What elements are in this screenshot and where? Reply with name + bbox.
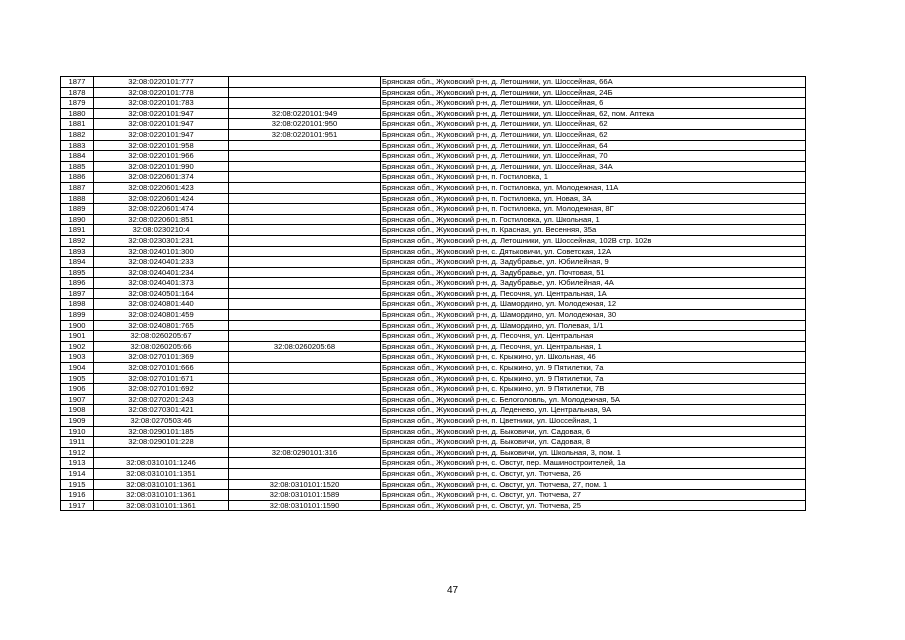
table-row	[61, 458, 806, 469]
row-number-cell: 1916	[61, 490, 94, 501]
row-number-cell: 1886	[61, 172, 94, 183]
cadastral-number-cell: 32:08:0220601:423	[94, 182, 229, 193]
address-cell: Брянская обл., Жуковский р-н, д. Летошники, ул. Шоссейная, 6	[381, 98, 806, 109]
address-cell: Брянская обл., Жуковский р-н, с. Крыжино, ул. 9 Пятилетки, 7В	[381, 384, 806, 395]
address-cell: Брянская обл., Жуковский р-н, с. Овстуг, ул. Тютчева, 27, пом. 1	[381, 479, 806, 490]
premises-cadastral-number-cell	[229, 204, 381, 215]
row-number-cell: 1894	[61, 257, 94, 268]
premises-cadastral-number-cell	[229, 437, 381, 448]
address-cell: Брянская обл., Жуковский р-н, д. Песочня, ул. Центральная, 1	[381, 341, 806, 352]
row-number-cell: 1897	[61, 288, 94, 299]
table-row	[61, 299, 806, 310]
table-row	[61, 182, 806, 193]
premises-cadastral-number-cell	[229, 172, 381, 183]
table-row	[61, 257, 806, 268]
address-cell: Брянская обл., Жуковский р-н, д. Летошники, ул. Шоссейная, 62	[381, 119, 806, 130]
row-number-cell: 1890	[61, 214, 94, 225]
address-cell: Брянская обл., Жуковский р-н, д. Задубравье, ул. Юбилейная, 4А	[381, 278, 806, 289]
table-row	[61, 235, 806, 246]
cadastral-number-cell: 32:08:0290101:185	[94, 426, 229, 437]
row-number-cell: 1880	[61, 108, 94, 119]
cadastral-number-cell: 32:08:0240801:459	[94, 310, 229, 321]
row-number-cell: 1909	[61, 416, 94, 427]
address-cell: Брянская обл., Жуковский р-н, п. Гостиловка, 1	[381, 172, 806, 183]
table-row	[61, 151, 806, 162]
address-cell: Брянская обл., Жуковский р-н, д. Летошники, ул. Шоссейная, 24Б	[381, 87, 806, 98]
table-row	[61, 214, 806, 225]
table-row	[61, 394, 806, 405]
table-row	[61, 278, 806, 289]
table-row	[61, 384, 806, 395]
premises-cadastral-number-cell	[229, 235, 381, 246]
premises-cadastral-number-cell	[229, 320, 381, 331]
cadastral-number-cell: 32:08:0220101:990	[94, 161, 229, 172]
table-row	[61, 288, 806, 299]
table-row	[61, 267, 806, 278]
cadastral-number-cell: 32:08:0240801:765	[94, 320, 229, 331]
table-row	[61, 341, 806, 352]
premises-cadastral-number-cell	[229, 416, 381, 427]
cadastral-number-cell: 32:08:0220601:374	[94, 172, 229, 183]
premises-cadastral-number-cell	[229, 426, 381, 437]
premises-cadastral-number-cell	[229, 468, 381, 479]
cadastral-number-cell: 32:08:0240101:300	[94, 246, 229, 257]
cadastral-number-cell: 32:08:0220101:783	[94, 98, 229, 109]
premises-cadastral-number-cell	[229, 182, 381, 193]
cadastral-number-cell: 32:08:0220601:851	[94, 214, 229, 225]
cadastral-number-cell	[94, 447, 229, 458]
row-number-cell: 1877	[61, 77, 94, 88]
premises-cadastral-number-cell	[229, 394, 381, 405]
premises-cadastral-number-cell	[229, 405, 381, 416]
cadastral-number-cell: 32:08:0310101:1246	[94, 458, 229, 469]
premises-cadastral-number-cell	[229, 151, 381, 162]
address-cell: Брянская обл., Жуковский р-н, д. Летошники, ул. Шоссейная, 34А	[381, 161, 806, 172]
address-cell: Брянская обл., Жуковский р-н, с. Дятьковичи, ул. Советская, 12А	[381, 246, 806, 257]
table-row	[61, 204, 806, 215]
premises-cadastral-number-cell	[229, 87, 381, 98]
cadastral-number-cell: 32:08:0270301:421	[94, 405, 229, 416]
premises-cadastral-number-cell	[229, 458, 381, 469]
address-cell: Брянская обл., Жуковский р-н, д. Быковичи, ул. Садовая, 8	[381, 437, 806, 448]
premises-cadastral-number-cell: 32:08:0290101:316	[229, 447, 381, 458]
row-number-cell: 1887	[61, 182, 94, 193]
address-cell: Брянская обл., Жуковский р-н, д. Летошники, ул. Шоссейная, 70	[381, 151, 806, 162]
table-row	[61, 447, 806, 458]
table-row	[61, 161, 806, 172]
cadastral-number-cell: 32:08:0270101:671	[94, 373, 229, 384]
address-cell: Брянская обл., Жуковский р-н, д. Летошники, ул. Шоссейная, 64	[381, 140, 806, 151]
page-number: 47	[446, 585, 459, 596]
row-number-cell: 1915	[61, 479, 94, 490]
row-number-cell: 1917	[61, 500, 94, 511]
table-row	[61, 246, 806, 257]
table-row	[61, 500, 806, 511]
premises-cadastral-number-cell	[229, 331, 381, 342]
premises-cadastral-number-cell	[229, 373, 381, 384]
address-cell: Брянская обл., Жуковский р-н, п. Гостиловка, ул. Школьная, 1	[381, 214, 806, 225]
cadastral-number-cell: 32:08:0220101:947	[94, 108, 229, 119]
premises-cadastral-number-cell	[229, 214, 381, 225]
cadastral-number-cell: 32:08:0220101:947	[94, 119, 229, 130]
cadastral-number-cell: 32:08:0230301:231	[94, 235, 229, 246]
premises-cadastral-number-cell	[229, 140, 381, 151]
cadastral-number-cell: 32:08:0220101:947	[94, 129, 229, 140]
table-row	[61, 363, 806, 374]
table-row	[61, 119, 806, 130]
row-number-cell: 1900	[61, 320, 94, 331]
property-table-body	[61, 77, 806, 511]
premises-cadastral-number-cell: 32:08:0310101:1590	[229, 500, 381, 511]
address-cell: Брянская обл., Жуковский р-н, д. Летошники, ул. Шоссейная, 62, пом. Аптека	[381, 108, 806, 119]
address-cell: Брянская обл., Жуковский р-н, с. Крыжино, ул. 9 Пятилетки, 7а	[381, 363, 806, 374]
table-row	[61, 373, 806, 384]
address-cell: Брянская обл., Жуковский р-н, с. Овстуг, ул. Тютчева, 25	[381, 500, 806, 511]
cadastral-number-cell: 32:08:0270101:369	[94, 352, 229, 363]
cadastral-number-cell: 32:08:0220101:777	[94, 77, 229, 88]
table-row	[61, 490, 806, 501]
row-number-cell: 1888	[61, 193, 94, 204]
address-cell: Брянская обл., Жуковский р-н, п. Гостиловка, ул. Молодежная, 11А	[381, 182, 806, 193]
row-number-cell: 1899	[61, 310, 94, 321]
premises-cadastral-number-cell: 32:08:0220101:951	[229, 129, 381, 140]
premises-cadastral-number-cell	[229, 98, 381, 109]
row-number-cell: 1910	[61, 426, 94, 437]
premises-cadastral-number-cell	[229, 193, 381, 204]
row-number-cell: 1883	[61, 140, 94, 151]
address-cell: Брянская обл., Жуковский р-н, д. Летошники, ул. Шоссейная, 102В стр. 102в	[381, 235, 806, 246]
premises-cadastral-number-cell: 32:08:0220101:949	[229, 108, 381, 119]
premises-cadastral-number-cell: 32:08:0310101:1589	[229, 490, 381, 501]
table-row	[61, 320, 806, 331]
address-cell: Брянская обл., Жуковский р-н, п. Цветники, ул. Шоссейная, 1	[381, 416, 806, 427]
premises-cadastral-number-cell	[229, 267, 381, 278]
table-row	[61, 331, 806, 342]
row-number-cell: 1879	[61, 98, 94, 109]
premises-cadastral-number-cell	[229, 225, 381, 236]
address-cell: Брянская обл., Жуковский р-н, с. Крыжино, ул. 9 Пятилетки, 7а	[381, 373, 806, 384]
address-cell: Брянская обл., Жуковский р-н, д. Песочня, ул. Центральная	[381, 331, 806, 342]
cadastral-number-cell: 32:08:0220101:958	[94, 140, 229, 151]
address-cell: Брянская обл., Жуковский р-н, д. Шамордино, ул. Молодежная, 30	[381, 310, 806, 321]
cadastral-number-cell: 32:08:0270101:692	[94, 384, 229, 395]
address-cell: Брянская обл., Жуковский р-н, д. Летошники, ул. Шоссейная, 66А	[381, 77, 806, 88]
address-cell: Брянская обл., Жуковский р-н, п. Красная, ул. Весенняя, 35а	[381, 225, 806, 236]
cadastral-number-cell: 32:08:0310101:1361	[94, 500, 229, 511]
premises-cadastral-number-cell: 32:08:0310101:1520	[229, 479, 381, 490]
address-cell: Брянская обл., Жуковский р-н, д. Летошники, ул. Шоссейная, 62	[381, 129, 806, 140]
cadastral-number-cell: 32:08:0240501:164	[94, 288, 229, 299]
table-row	[61, 193, 806, 204]
table-row	[61, 77, 806, 88]
row-number-cell: 1907	[61, 394, 94, 405]
row-number-cell: 1914	[61, 468, 94, 479]
premises-cadastral-number-cell: 32:08:0260205:68	[229, 341, 381, 352]
row-number-cell: 1912	[61, 447, 94, 458]
premises-cadastral-number-cell	[229, 77, 381, 88]
premises-cadastral-number-cell	[229, 257, 381, 268]
row-number-cell: 1898	[61, 299, 94, 310]
row-number-cell: 1906	[61, 384, 94, 395]
cadastral-number-cell: 32:08:0270503:46	[94, 416, 229, 427]
table-row	[61, 437, 806, 448]
row-number-cell: 1902	[61, 341, 94, 352]
row-number-cell: 1892	[61, 235, 94, 246]
cadastral-number-cell: 32:08:0260205:66	[94, 341, 229, 352]
table-row	[61, 129, 806, 140]
table-row	[61, 405, 806, 416]
cadastral-number-cell: 32:08:0270201:243	[94, 394, 229, 405]
row-number-cell: 1895	[61, 267, 94, 278]
table-row	[61, 172, 806, 183]
row-number-cell: 1882	[61, 129, 94, 140]
address-cell: Брянская обл., Жуковский р-н, д. Быковичи, ул. Школьная, 3, пом. 1	[381, 447, 806, 458]
cadastral-number-cell: 32:08:0290101:228	[94, 437, 229, 448]
premises-cadastral-number-cell	[229, 352, 381, 363]
row-number-cell: 1913	[61, 458, 94, 469]
table-row	[61, 98, 806, 109]
row-number-cell: 1896	[61, 278, 94, 289]
address-cell: Брянская обл., Жуковский р-н, п. Гостиловка, ул. Молодежная, 8Г	[381, 204, 806, 215]
row-number-cell: 1908	[61, 405, 94, 416]
cadastral-number-cell: 32:08:0240801:440	[94, 299, 229, 310]
cadastral-number-cell: 32:08:0310101:1361	[94, 490, 229, 501]
premises-cadastral-number-cell	[229, 310, 381, 321]
table-row	[61, 426, 806, 437]
row-number-cell: 1911	[61, 437, 94, 448]
table-row	[61, 87, 806, 98]
property-table	[60, 76, 806, 511]
row-number-cell: 1881	[61, 119, 94, 130]
cadastral-number-cell: 32:08:0220101:966	[94, 151, 229, 162]
address-cell: Брянская обл., Жуковский р-н, д. Леденево, ул. Центральная, 9А	[381, 405, 806, 416]
address-cell: Брянская обл., Жуковский р-н, д. Шамордино, ул. Молодежная, 12	[381, 299, 806, 310]
address-cell: Брянская обл., Жуковский р-н, с. Овстуг, ул. Тютчева, 27	[381, 490, 806, 501]
cadastral-number-cell: 32:08:0310101:1351	[94, 468, 229, 479]
address-cell: Брянская обл., Жуковский р-н, с. Овстуг, пер. Машиностроителей, 1а	[381, 458, 806, 469]
row-number-cell: 1891	[61, 225, 94, 236]
row-number-cell: 1903	[61, 352, 94, 363]
cadastral-number-cell: 32:08:0220601:474	[94, 204, 229, 215]
premises-cadastral-number-cell	[229, 288, 381, 299]
address-cell: Брянская обл., Жуковский р-н, с. Белоголовль, ул. Молодежная, 5А	[381, 394, 806, 405]
cadastral-number-cell: 32:08:0240401:234	[94, 267, 229, 278]
premises-cadastral-number-cell: 32:08:0220101:950	[229, 119, 381, 130]
cadastral-number-cell: 32:08:0230210:4	[94, 225, 229, 236]
cadastral-number-cell: 32:08:0310101:1361	[94, 479, 229, 490]
cadastral-number-cell: 32:08:0240401:233	[94, 257, 229, 268]
row-number-cell: 1901	[61, 331, 94, 342]
row-number-cell: 1904	[61, 363, 94, 374]
premises-cadastral-number-cell	[229, 246, 381, 257]
cadastral-number-cell: 32:08:0270101:666	[94, 363, 229, 374]
premises-cadastral-number-cell	[229, 161, 381, 172]
table-row	[61, 468, 806, 479]
table-row	[61, 479, 806, 490]
table-row	[61, 310, 806, 321]
address-cell: Брянская обл., Жуковский р-н, с. Крыжино, ул. Школьная, 46	[381, 352, 806, 363]
row-number-cell: 1889	[61, 204, 94, 215]
cadastral-number-cell: 32:08:0220101:778	[94, 87, 229, 98]
cadastral-number-cell: 32:08:0260205:67	[94, 331, 229, 342]
address-cell: Брянская обл., Жуковский р-н, д. Шамордино, ул. Полевая, 1/1	[381, 320, 806, 331]
address-cell: Брянская обл., Жуковский р-н, д. Задубравье, ул. Юбилейная, 9	[381, 257, 806, 268]
premises-cadastral-number-cell	[229, 278, 381, 289]
table-row	[61, 225, 806, 236]
premises-cadastral-number-cell	[229, 384, 381, 395]
row-number-cell: 1885	[61, 161, 94, 172]
table-row	[61, 140, 806, 151]
table-row	[61, 108, 806, 119]
address-cell: Брянская обл., Жуковский р-н, д. Задубравье, ул. Почтовая, 51	[381, 267, 806, 278]
row-number-cell: 1893	[61, 246, 94, 257]
premises-cadastral-number-cell	[229, 299, 381, 310]
address-cell: Брянская обл., Жуковский р-н, д. Песочня, ул. Центральная, 1А	[381, 288, 806, 299]
row-number-cell: 1878	[61, 87, 94, 98]
row-number-cell: 1884	[61, 151, 94, 162]
address-cell: Брянская обл., Жуковский р-н, п. Гостиловка, ул. Новая, 3А	[381, 193, 806, 204]
premises-cadastral-number-cell	[229, 363, 381, 374]
table-row	[61, 352, 806, 363]
cadastral-number-cell: 32:08:0220601:424	[94, 193, 229, 204]
table-row	[61, 416, 806, 427]
cadastral-number-cell: 32:08:0240401:373	[94, 278, 229, 289]
address-cell: Брянская обл., Жуковский р-н, с. Овстуг, ул. Тютчева, 26	[381, 468, 806, 479]
address-cell: Брянская обл., Жуковский р-н, д. Быковичи, ул. Садовая, 6	[381, 426, 806, 437]
row-number-cell: 1905	[61, 373, 94, 384]
